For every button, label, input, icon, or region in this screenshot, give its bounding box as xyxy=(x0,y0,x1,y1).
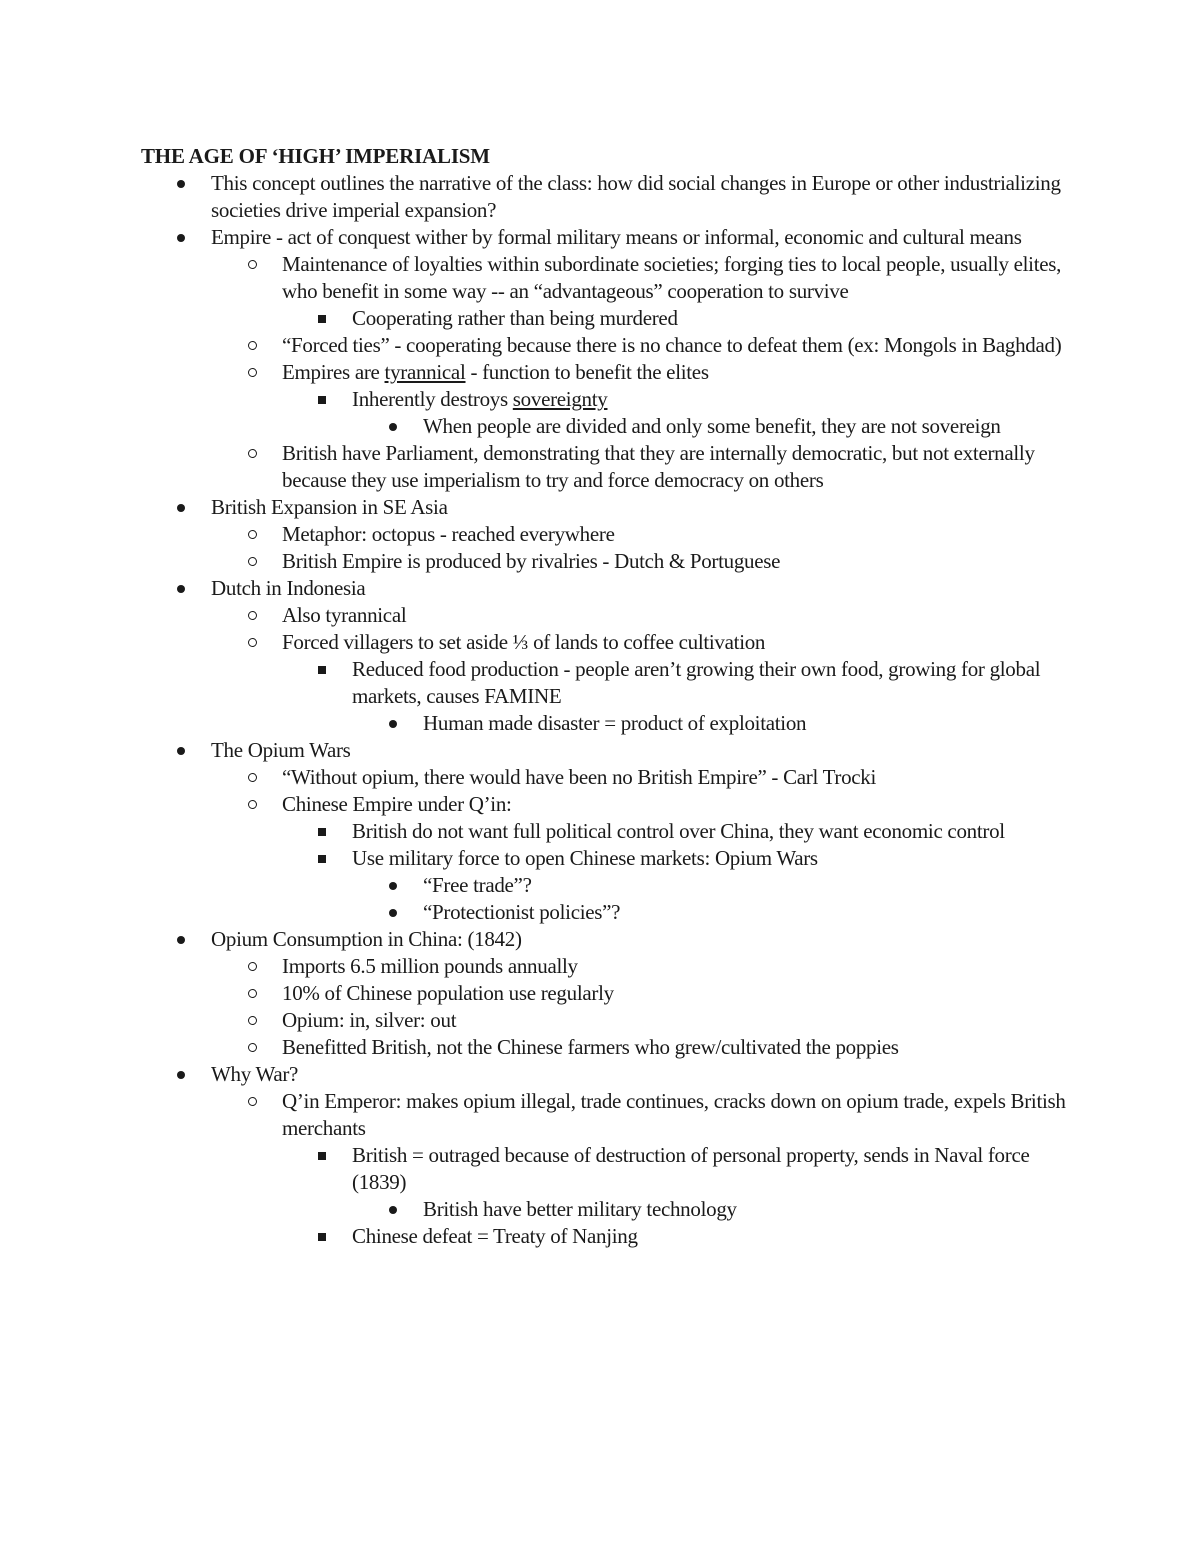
item-text: Opium: in, silver: out xyxy=(282,1008,457,1032)
outline-item-level-2 xyxy=(141,251,1071,305)
outline-item-level-2 xyxy=(141,1034,1071,1061)
item-text: Empire - act of conquest wither by formal military means or informal, economic and cultural means xyxy=(211,225,1022,249)
item-text: 10% of Chinese population use regularly xyxy=(282,981,614,1005)
document-title: THE AGE OF ‘HIGH’ IMPERIALISM xyxy=(141,144,490,168)
item-text: Empires are xyxy=(282,360,385,384)
outline-item-level-2 xyxy=(141,548,1071,575)
outline-item-level-2 xyxy=(141,440,1071,494)
item-text: Also tyrannical xyxy=(282,603,407,627)
item-text: Dutch in Indonesia xyxy=(211,576,366,600)
outline-item-level-3 xyxy=(141,818,1071,845)
circle-bullet-icon xyxy=(242,251,262,278)
item-text: Inherently destroys xyxy=(352,387,513,411)
disc-bullet-icon xyxy=(383,1196,403,1223)
outline-item-level-3 xyxy=(141,845,1071,872)
item-text: Forced villagers to set aside ⅓ of lands to coffee cultivation xyxy=(282,630,766,654)
outline-item-level-2 xyxy=(141,1007,1071,1034)
item-text: The Opium Wars xyxy=(211,738,351,762)
item-text: Chinese Empire under Q’in: xyxy=(282,792,512,816)
item-text: Metaphor: octopus - reached everywhere xyxy=(282,522,615,546)
item-text: Cooperating rather than being murdered xyxy=(352,306,678,330)
item-text: When people are divided and only some benefit, they are not sovereign xyxy=(423,414,1001,438)
item-text: Benefitted British, not the Chinese farmers who grew/cultivated the poppies xyxy=(282,1035,899,1059)
circle-bullet-icon xyxy=(242,629,262,656)
item-text: Why War? xyxy=(211,1062,299,1086)
circle-bullet-icon xyxy=(242,602,262,629)
outline-item-level-4 xyxy=(141,710,1071,737)
item-text: Use military force to open Chinese markets: Opium Wars xyxy=(352,846,818,870)
circle-bullet-icon xyxy=(242,521,262,548)
outline-item-level-1 xyxy=(141,170,1071,224)
notes-outline xyxy=(141,170,1071,1250)
outline-item-level-4 xyxy=(141,872,1071,899)
circle-bullet-icon xyxy=(242,1007,262,1034)
square-bullet-icon xyxy=(312,818,332,845)
item-text: Imports 6.5 million pounds annually xyxy=(282,954,578,978)
item-text: British Expansion in SE Asia xyxy=(211,495,448,519)
outline-item-level-2 xyxy=(141,332,1071,359)
disc-bullet-icon xyxy=(383,872,403,899)
item-text: “Forced ties” - cooperating because there is no chance to defeat them (ex: Mongols in Baghdad) xyxy=(282,333,1062,357)
square-bullet-icon xyxy=(312,656,332,683)
square-bullet-icon xyxy=(312,1223,332,1250)
outline-item-level-1 xyxy=(141,224,1071,251)
circle-bullet-icon xyxy=(242,1088,262,1115)
outline-item-level-1 xyxy=(141,494,1071,521)
disc-bullet-icon xyxy=(171,494,191,521)
item-text: British = outraged because of destruction of personal property, sends in Naval force (1839) xyxy=(352,1143,1030,1194)
item-text: British Empire is produced by rivalries - Dutch & Portuguese xyxy=(282,549,781,573)
disc-bullet-icon xyxy=(383,710,403,737)
square-bullet-icon xyxy=(312,305,332,332)
circle-bullet-icon xyxy=(242,359,262,386)
outline-item-level-4 xyxy=(141,413,1071,440)
outline-item-level-2 xyxy=(141,521,1071,548)
circle-bullet-icon xyxy=(242,332,262,359)
circle-bullet-icon xyxy=(242,980,262,1007)
outline-item-level-1 xyxy=(141,1061,1071,1088)
disc-bullet-icon xyxy=(171,224,191,251)
item-text: Human made disaster = product of exploitation xyxy=(423,711,807,735)
outline-item-level-3 xyxy=(141,1142,1071,1196)
square-bullet-icon xyxy=(312,845,332,872)
outline-item-level-1 xyxy=(141,926,1071,953)
disc-bullet-icon xyxy=(383,899,403,926)
item-text: This concept outlines the narrative of the class: how did social changes in Europe or other industrializing societies drive imperial expansion? xyxy=(211,171,1061,222)
outline-item-level-3 xyxy=(141,386,1071,413)
outline-item-level-2 xyxy=(141,953,1071,980)
outline-item-level-2 xyxy=(141,629,1071,656)
item-text: Maintenance of loyalties within subordinate societies; forging ties to local people, usually elites, who benefit in some way -- an “advantageous” cooperation to survive xyxy=(282,252,1062,303)
disc-bullet-icon xyxy=(171,170,191,197)
item-text: British do not want full political control over China, they want economic control xyxy=(352,819,1005,843)
item-text: - function to benefit the elites xyxy=(465,360,709,384)
outline-item-level-2 xyxy=(141,791,1071,818)
outline-item-level-3 xyxy=(141,305,1071,332)
circle-bullet-icon xyxy=(242,1034,262,1061)
outline-item-level-2 xyxy=(141,602,1071,629)
outline-item-level-2 xyxy=(141,1088,1071,1142)
disc-bullet-icon xyxy=(171,1061,191,1088)
outline-item-level-1 xyxy=(141,575,1071,602)
underlined-term: tyrannical xyxy=(384,360,466,384)
square-bullet-icon xyxy=(312,1142,332,1169)
item-text: “Protectionist policies”? xyxy=(423,900,621,924)
outline-item-level-4 xyxy=(141,1196,1071,1223)
underlined-term: sovereignty xyxy=(512,387,608,411)
item-text: Chinese defeat = Treaty of Nanjing xyxy=(352,1224,638,1248)
item-text: Reduced food production - people aren’t growing their own food, growing for global markets, causes FAMINE xyxy=(352,657,1041,708)
item-text: “Free trade”? xyxy=(423,873,532,897)
disc-bullet-icon xyxy=(171,575,191,602)
disc-bullet-icon xyxy=(171,737,191,764)
item-text: British have better military technology xyxy=(423,1197,737,1221)
item-text: “Without opium, there would have been no British Empire” - Carl Trocki xyxy=(282,765,877,789)
outline-item-level-2 xyxy=(141,764,1071,791)
disc-bullet-icon xyxy=(171,926,191,953)
circle-bullet-icon xyxy=(242,548,262,575)
outline-item-level-1 xyxy=(141,737,1071,764)
disc-bullet-icon xyxy=(383,413,403,440)
circle-bullet-icon xyxy=(242,791,262,818)
item-text: British have Parliament, demonstrating that they are internally democratic, but not externally because they use imperialism to try and force democracy on others xyxy=(282,441,1035,492)
item-text: Q’in Emperor: makes opium illegal, trade continues, cracks down on opium trade, expels British merchants xyxy=(282,1089,1066,1140)
outline-item-level-4 xyxy=(141,899,1071,926)
circle-bullet-icon xyxy=(242,440,262,467)
outline-item-level-3 xyxy=(141,656,1071,710)
circle-bullet-icon xyxy=(242,764,262,791)
outline-item-level-3 xyxy=(141,1223,1071,1250)
square-bullet-icon xyxy=(312,386,332,413)
outline-item-level-2 xyxy=(141,980,1071,1007)
outline-item-level-2 xyxy=(141,359,1071,386)
document-content xyxy=(141,143,1071,1250)
circle-bullet-icon xyxy=(242,953,262,980)
item-text: Opium Consumption in China: (1842) xyxy=(211,927,522,951)
